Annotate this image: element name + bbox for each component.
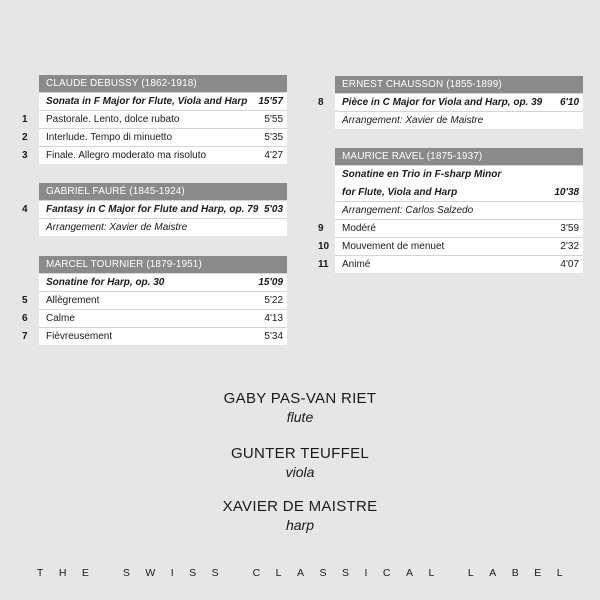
track-row <box>18 200 287 218</box>
track-number: 8 <box>318 96 324 108</box>
track-row <box>314 219 583 237</box>
performer-name: GUNTER TEUFFEL <box>230 445 370 462</box>
footer-label: THE SWISS CLASSICAL LABEL <box>36 567 579 579</box>
tournier-composer-header: MARCEL TOURNIER (1879-1951) <box>39 256 287 273</box>
track-row <box>314 255 583 273</box>
track-row <box>18 309 287 327</box>
track-title: Pastorale. Lento, dolce rubato <box>46 114 180 125</box>
track-row <box>314 93 583 111</box>
track-row <box>18 146 287 164</box>
track-duration: 6'10 <box>559 97 579 108</box>
track-title: Fantasy in C Major for Flute and Harp, op. 79 <box>46 204 259 215</box>
track-duration: 5'22 <box>264 295 283 306</box>
performer-instrument: flute <box>286 409 314 425</box>
track-title: Modéré <box>342 223 376 234</box>
track-number: 10 <box>318 240 330 252</box>
track-duration: 3'59 <box>560 223 579 234</box>
faure-composer-header: GABRIEL FAURÉ (1845-1924) <box>39 183 287 200</box>
arrangement-row <box>314 111 583 129</box>
track-duration: 5'34 <box>264 331 283 342</box>
performer-name: XAVIER DE MAISTRE <box>222 498 378 515</box>
arrangement-row <box>18 218 287 236</box>
track-number: 5 <box>22 294 28 306</box>
work-duration: 10'38 <box>554 186 579 198</box>
arrangement-row <box>314 201 583 219</box>
track-title: Interlude. Tempo di minuetto <box>46 132 173 143</box>
track-duration: 5'55 <box>264 114 283 125</box>
work-title: Sonata in F Major for Flute, Viola and Harp <box>46 96 248 107</box>
tournier-section <box>18 256 287 345</box>
track-title: Fièvreusement <box>46 331 113 342</box>
track-number: 4 <box>22 203 28 215</box>
ravel-section <box>314 148 583 273</box>
track-row <box>18 128 287 146</box>
track-number: 9 <box>318 222 324 234</box>
track-title: Mouvement de menuet <box>342 241 445 252</box>
track-row <box>314 237 583 255</box>
faure-section <box>18 183 287 236</box>
track-duration: 4'13 <box>264 313 283 324</box>
work-duration: 15'09 <box>258 277 283 288</box>
track-duration: 5'35 <box>264 132 283 143</box>
track-duration: 4'27 <box>264 150 283 161</box>
track-row <box>18 327 287 345</box>
work-title: Sonatine for Harp, op. 30 <box>46 277 165 288</box>
track-number: 1 <box>22 113 28 125</box>
track-number: 7 <box>22 330 28 342</box>
arrangement-text: Arrangement: Xavier de Maistre <box>46 222 188 233</box>
arrangement-text: Arrangement: Carlos Salzedo <box>342 205 474 216</box>
track-title: Allègrement <box>46 295 100 306</box>
track-number: 2 <box>22 131 28 143</box>
ravel-work-row-2 <box>314 183 583 201</box>
track-number: 11 <box>318 258 329 270</box>
performer-harp <box>0 498 600 533</box>
ravel-work-row <box>314 165 583 183</box>
chausson-composer-header: ERNEST CHAUSSON (1855-1899) <box>335 76 583 93</box>
track-number: 3 <box>22 149 28 161</box>
track-duration: 2'32 <box>560 241 579 252</box>
performer-instrument: harp <box>285 517 315 533</box>
track-duration: 4'07 <box>560 259 579 270</box>
track-title: Animé <box>342 259 371 270</box>
chausson-section <box>314 76 583 129</box>
performer-viola <box>0 445 600 480</box>
debussy-work-row <box>18 92 287 110</box>
track-row <box>18 291 287 309</box>
performer-instrument: viola <box>285 464 315 480</box>
work-duration: 15'57 <box>258 96 283 107</box>
ravel-composer-header: MAURICE RAVEL (1875-1937) <box>335 148 583 165</box>
performer-flute <box>0 390 600 425</box>
performer-name: GABY PAS-VAN RIET <box>223 390 377 407</box>
track-title: Pièce in C Major for Viola and Harp, op. 39 <box>342 97 543 108</box>
debussy-section <box>18 75 287 164</box>
track-number: 6 <box>22 312 28 324</box>
track-title: Calme <box>46 313 75 324</box>
work-title-line1: Sonatine en Trio in F-sharp Minor <box>342 169 502 180</box>
arrangement-text: Arrangement: Xavier de Maistre <box>342 115 484 126</box>
tournier-work-row <box>18 273 287 291</box>
debussy-composer-header: CLAUDE DEBUSSY (1862-1918) <box>39 75 287 92</box>
work-title-line2: for Flute, Viola and Harp <box>342 186 458 198</box>
track-row <box>18 110 287 128</box>
track-title: Finale. Allegro moderato ma risoluto <box>46 150 207 161</box>
track-duration: 5'03 <box>263 204 283 215</box>
